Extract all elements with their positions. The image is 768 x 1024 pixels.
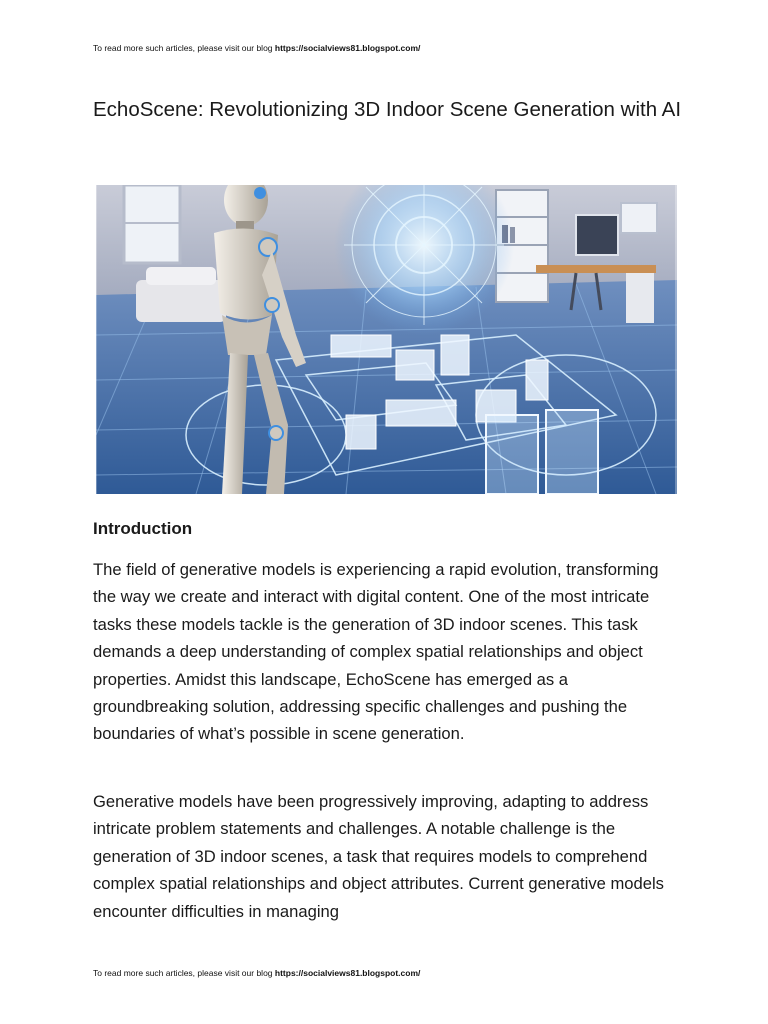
hero-image <box>96 185 677 494</box>
paragraph-1: The field of generative models is experiencing a rapid evolution, transforming the way we create and interact with digital content. One of the most intricate tasks these models tackle is the generation of 3D indoor scenes. This task demands a deep understanding of complex spatial relationships and object properties. Amidst this landscape, EchoScene has emerged as a groundbreaking solution, addressing specific challenges and pushing the boundaries of what’s possible in scene generation. <box>93 560 659 744</box>
header-blog-note <box>93 43 420 53</box>
section-heading-introduction: Introduction <box>93 519 193 538</box>
header-blog-link[interactable]: https://socialviews81.blogspot.com/ <box>274 43 421 53</box>
footer-note-text: To read more such articles, please visit our blog <box>93 968 275 978</box>
article-title: EchoScene: Revolutionizing 3D Indoor Scene Generation with AI <box>93 98 682 121</box>
paragraph-2: Generative models have been progressively improving, adapting to address intricate problem statements and challenges. A notable challenge is the generation of 3D indoor scenes, a task that requires models to comprehend complex spatial relationships and object attributes. Current generative models encounter difficulties in managing <box>93 792 664 921</box>
header-note-text: To read more such articles, please visit our blog <box>93 43 275 53</box>
footer-blog-note <box>93 968 420 978</box>
footer-blog-link[interactable]: https://socialviews81.blogspot.com/ <box>274 968 421 978</box>
